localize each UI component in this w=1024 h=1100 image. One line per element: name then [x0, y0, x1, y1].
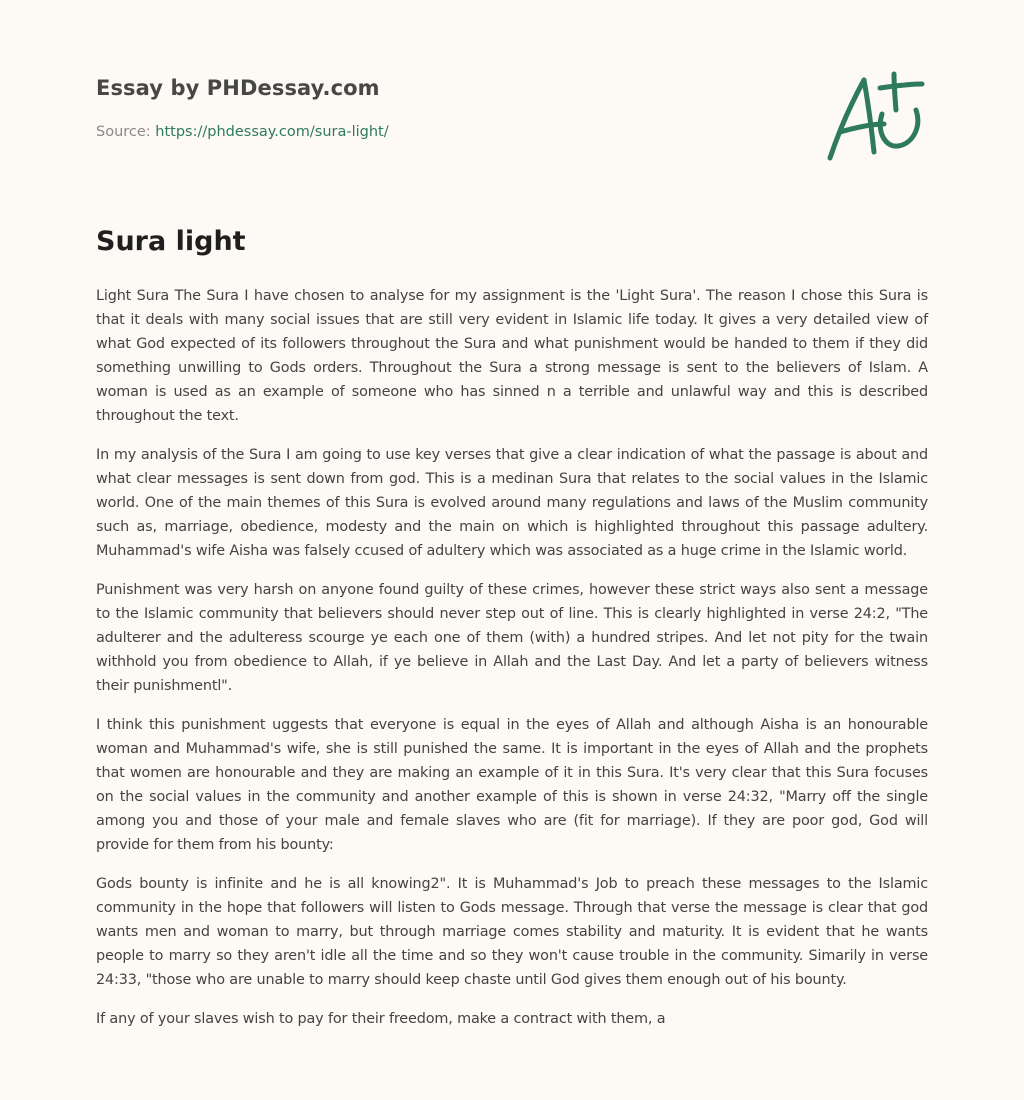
essay-paragraph: Punishment was very harsh on anyone found guilty of these crimes, however these strict ways also sent a message to the Islamic community that believers should never step out of line. This is clearly highlighted in verse 24:2, "The adulterer and the adulteress scourge ye each one of them (with) a hundred stripes. And let not pity for the twain withhold you from obedience to Allah, if ye believe in Allah and the Last Day. And let a party of believers witness their punishmentl". [96, 582, 928, 694]
essay-paragraph: Gods bounty is infinite and he is all knowing2". It is Muhammad's Job to preach these messages to the Islamic community in the hope that followers will listen to Gods message. Through that verse the message is clear that god wants men and woman to marry, but through marriage comes stability and maturity. It is evident that he wants people to marry so they aren't idle all the time and so they won't cause trouble in the community. Simarily in verse 24:33, "those who are unable to marry should keep chaste until God gives them enough out of his bounty. [96, 876, 928, 988]
source-label: Source: [96, 124, 156, 140]
essay-paragraph: In my analysis of the Sura I am going to use key verses that give a clear indication of what the passage is about and what clear messages is sent down from god. This is a medinan Sura that relates to the social values in the Islamic world. One of the main themes of this Sura is evolved around many regulations and laws of the Muslim community such as, marriage, obedience, modesty and the main on which is highlighted throughout this passage adultery. Muhammad's wife Aisha was falsely ccused of adultery which was associated as a huge crime in the Islamic world. [96, 447, 928, 559]
a-plus-grade-icon [818, 66, 930, 166]
essay-body [96, 284, 928, 1046]
essay-title: Sura light [96, 226, 246, 257]
source-link[interactable]: https://phdessay.com/sura-light/ [155, 124, 389, 140]
essay-paragraph: If any of your slaves wish to pay for their freedom, make a contract with them, a [96, 1011, 666, 1027]
essay-paragraph: Light Sura The Sura I have chosen to analyse for my assignment is the 'Light Sura'. The reason I chose this Sura is that it deals with many social issues that are still very evident in Islamic life today. It gives a very detailed view of what God expected of its followers throughout the Sura and what punishment would be handed to them if they did something unwilling to Gods orders. Throughout the Sura a strong message is sent to the believers of Islam. A woman is used as an example of someone who has sinned n a terrible and unlawful way and this is described throughout the text. [96, 288, 928, 424]
essay-paragraph: I think this punishment uggests that everyone is equal in the eyes of Allah and although Aisha is an honourable woman and Muhammad's wife, she is still punished the same. It is important in the eyes of Allah and the prophets that women are honourable and they are making an example of it in this Sura. It's very clear that this Sura focuses on the social values in the community and another example of this is shown in verse 24:32, "Marry off the single among you and those of your male and female slaves who are (fit for marriage). If they are poor god, God will provide for them from his bounty: [96, 717, 928, 853]
site-title: Essay by PHDessay.com [96, 76, 380, 100]
source-line [96, 124, 389, 140]
